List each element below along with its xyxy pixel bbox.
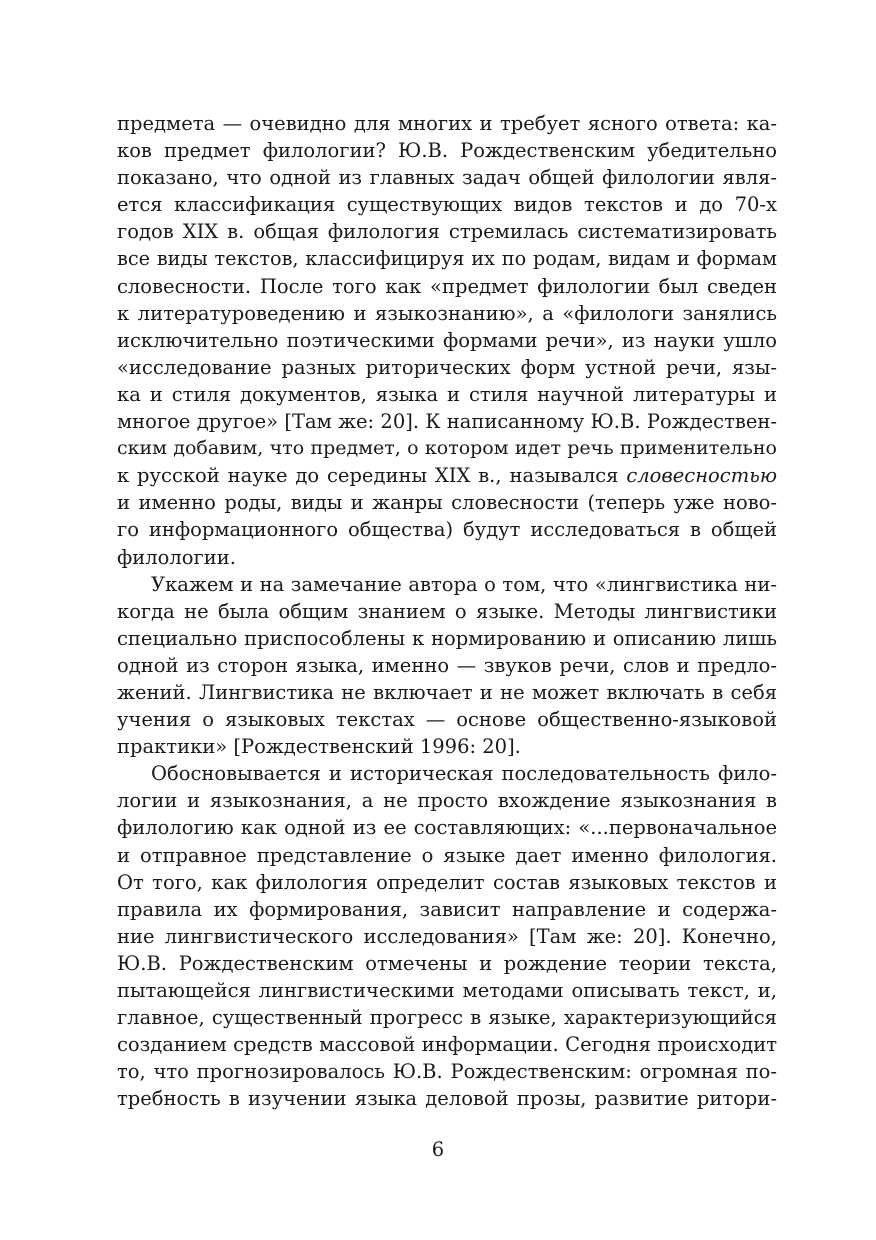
text-line: филологию как одной из ее составляющих: «...первоначальное <box>117 816 777 840</box>
text-line: Укажем и на замечание автора о том, что «лингвистика ни- <box>151 572 777 596</box>
text-line: Обосновывается и историческая последовательность фило- <box>151 762 777 786</box>
text-line: ка и стиля документов, языка и стиля научной литературы и <box>117 382 777 406</box>
page-body <box>117 110 777 1112</box>
text-line: показано, что одной из главных задач общей филологии явля- <box>117 166 777 190</box>
text-line: и именно роды, виды и жанры словесности (теперь уже ново- <box>117 491 777 515</box>
text-line: жений. Лингвистика не включает и не может включать в себя <box>117 680 777 704</box>
paragraph-3 <box>117 760 777 1112</box>
text-line: ков предмет филологии? Ю.В. Рождественским убедительно <box>117 139 777 163</box>
text-line: филологии. <box>117 545 236 569</box>
text-line: все виды текстов, классифицируя их по родам, видам и формам <box>117 247 777 271</box>
text-line: многое другое» [Там же: 20]. К написанному Ю.В. Рождествен- <box>117 410 777 434</box>
text-line: словесности. После того как «предмет филологии был сведен <box>117 274 777 298</box>
text-line: От того, как филология определит состав языковых текстов и <box>117 870 777 894</box>
paragraph-1 <box>117 110 777 571</box>
text-line: и отправное представление о языке дает именно филология. <box>117 843 777 867</box>
text-line: го информационного общества) будут исследоваться в общей <box>117 518 777 542</box>
text-line: «исследование разных риторических форм устной речи, язы- <box>117 355 777 379</box>
text-line: требность в изучении языка деловой прозы, развитие ритори- <box>117 1087 777 1111</box>
text-line: практики» [Рождественский 1996: 20]. <box>117 735 521 759</box>
text-line: пытающейся лингвистическими методами описывать текст, и, <box>117 979 777 1002</box>
text-line: предмета — очевидно для многих и требует ясного ответа: ка- <box>117 112 777 135</box>
text-line: когда не была общим знанием о языке. Методы лингвистики <box>117 599 777 623</box>
text-line-with-italic: к русской науке до середины XIX в., назывался словесностью <box>117 464 777 488</box>
text-line: ние лингвистического исследования» [Там же: 20]. Конечно, <box>117 924 777 948</box>
text-line: правила их формирования, зависит направление и содержа- <box>117 897 777 921</box>
text-line: специально приспособлены к нормированию и описанию лишь <box>117 626 777 650</box>
text-line: одной из сторон языка, именно — звуков речи, слов и предло- <box>117 653 777 677</box>
text-line: созданием средств массовой информации. Сегодня происходит <box>117 1033 777 1057</box>
page-number: 6 <box>431 1138 445 1161</box>
text-line: к литературоведению и языкознанию», а «филологи занялись <box>117 301 777 325</box>
text-line: учения о языковых текстах — основе общественно-языковой <box>117 708 777 732</box>
text-line: ется классификация существующих видов текстов и до 70-х <box>117 193 777 217</box>
text-line: исключительно поэтическими формами речи», из науки ушло <box>117 328 777 352</box>
text-line: годов XIX в. общая филология стремилась систематизировать <box>117 220 777 244</box>
text-line: главное, существенный прогресс в языке, характеризующийся <box>117 1006 777 1030</box>
text-line: ским добавим, что предмет, о котором идет речь применительно <box>117 437 777 460</box>
paragraph-2 <box>117 571 777 761</box>
emphasized-term: словесностью <box>626 464 777 488</box>
text-line: то, что прогнозировалось Ю.В. Рождественским: огромная по- <box>117 1060 777 1084</box>
text-line: логии и языкознания, а не просто вхождение языкознания в <box>117 789 777 813</box>
text-line: Ю.В. Рождественским отмечены и рождение теории текста, <box>117 951 777 975</box>
